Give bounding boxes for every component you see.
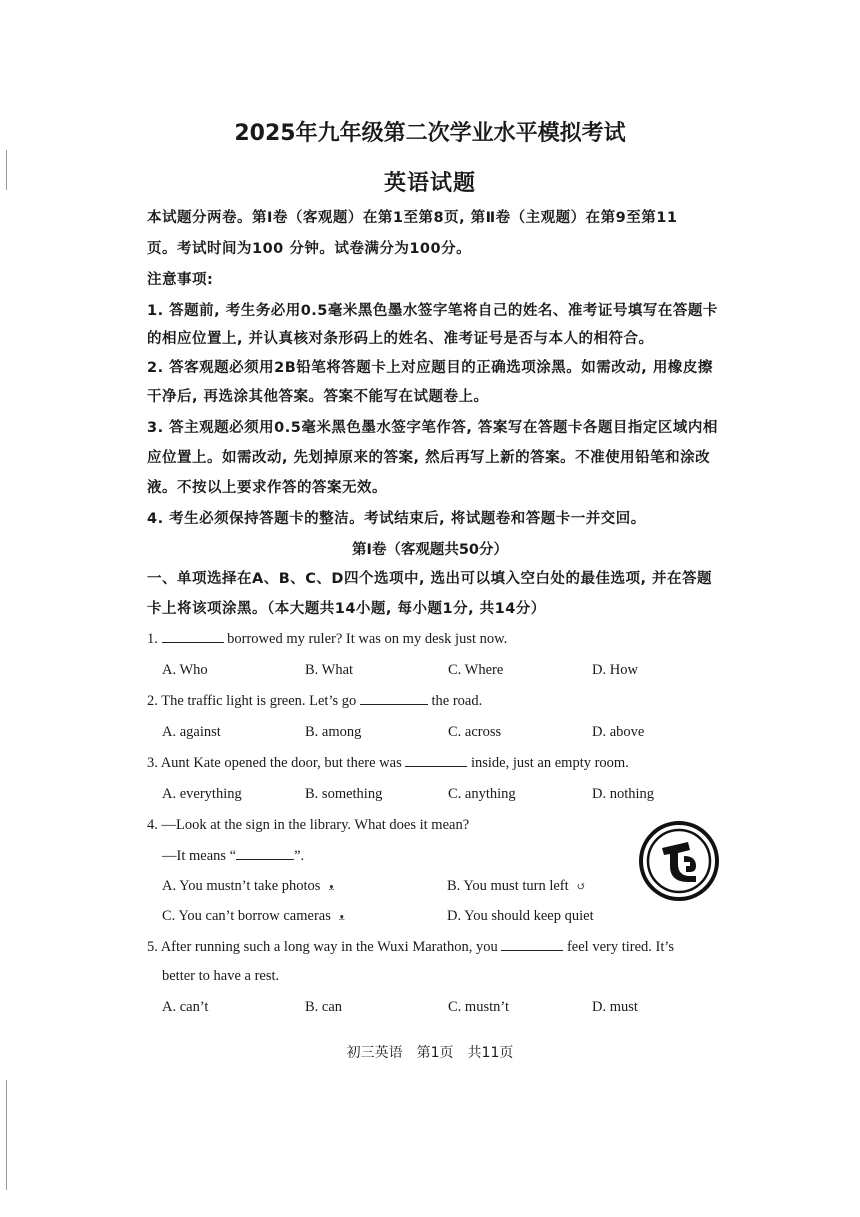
question-text: 5. After running such a long way in the Wuxi Marathon, you	[147, 939, 498, 955]
answer-blank	[162, 630, 224, 643]
scan-edge-mark	[6, 1080, 7, 1190]
note-line: 1. 答题前, 考生务必用0.5毫米黑色墨水签字笔将自己的姓名、准考证号填写在答题卡	[147, 303, 718, 319]
option-b: B. What	[305, 662, 354, 678]
question-4: 4. —Look at the sign in the library. What does it mean?	[147, 817, 470, 833]
note-line: 干净后, 再选涂其他答案。答案不能写在试题卷上。	[147, 389, 489, 405]
option-a: A. Who	[162, 662, 208, 678]
question-text: the road.	[431, 693, 483, 709]
note-line: 2. 答客观题必须用2B铅笔将答题卡上对应题目的正确选项涂黑。如需改动, 用橡皮擦	[147, 360, 713, 376]
option-c: C. anything	[448, 786, 516, 802]
notes-title: 注意事项:	[147, 272, 214, 288]
option-b: B. can	[305, 999, 343, 1015]
option-c	[162, 908, 345, 925]
question-text: 2. The traffic light is green. Let’s go	[147, 693, 357, 709]
option-c: C. across	[448, 724, 502, 740]
question-5	[147, 938, 674, 956]
question-5-line2: better to have a rest.	[162, 968, 280, 984]
note-line: 液。不按以上要求作答的答案无效。	[147, 480, 387, 496]
option-text: A. You mustn’t take photos	[162, 878, 321, 894]
small-turn-icon: ↺	[576, 881, 586, 893]
option-b: B. something	[305, 786, 383, 802]
question-4-line2	[162, 847, 304, 865]
exam-title: 2025年九年级第二次学业水平模拟考试	[234, 121, 626, 146]
exam-subtitle: 英语试题	[383, 171, 476, 196]
question-text: feel very tired. It’s	[566, 939, 675, 955]
option-a: A. everything	[162, 786, 242, 802]
section-instruction: 卡上将该项涂黑。（本大题共14小题, 每小题1分, 共14分）	[147, 601, 546, 617]
question-text: inside, just an empty room.	[470, 755, 629, 771]
section-title: 第Ⅰ卷（客观题共50分）	[351, 542, 509, 558]
option-a: A. against	[162, 724, 221, 740]
question-3	[147, 754, 629, 772]
option-d: D. How	[592, 662, 638, 678]
note-line: 的相应位置上, 并认真核对条形码上的姓名、准考证号是否与本人的相符合。	[147, 331, 654, 347]
question-text: 3. Aunt Kate opened the door, but there was	[147, 755, 402, 771]
option-d: D. nothing	[592, 786, 655, 802]
option-d: D. You should keep quiet	[447, 908, 594, 924]
option-b: B. among	[305, 724, 362, 740]
page-footer: 初三英语 第1页 共11页	[346, 1045, 514, 1061]
small-camera-icon: ᴥ	[338, 911, 345, 923]
option-c: C. Where	[448, 662, 504, 678]
answer-blank	[405, 754, 467, 767]
option-text: C. You can’t borrow cameras	[162, 908, 331, 924]
note-line: 4. 考生必须保持答题卡的整洁。考试结束后, 将试题卷和答题卡一并交回。	[147, 511, 646, 527]
option-text: B. You must turn left	[447, 878, 569, 894]
question-1	[147, 630, 507, 648]
small-camera-icon: ᴥ	[328, 881, 335, 893]
option-d: D. must	[592, 999, 638, 1015]
question-text: borrowed my ruler? It was on my desk just now.	[227, 631, 508, 647]
option-b	[447, 878, 586, 895]
option-c: C. mustn’t	[448, 999, 509, 1015]
intro-line: 页。考试时间为100 分钟。试卷满分为100分。	[147, 241, 472, 257]
question-text: ”.	[294, 848, 305, 864]
option-d: D. above	[592, 724, 645, 740]
answer-blank	[501, 938, 563, 951]
note-line: 应位置上。如需改动, 先划掉原来的答案, 然后再写上新的答案。不准使用铅笔和涂改	[147, 450, 711, 466]
question-2	[147, 692, 482, 710]
intro-line: 本试题分两卷。第Ⅰ卷（客观题）在第1至第8页, 第Ⅱ卷（主观题）在第9至第11	[147, 210, 678, 226]
note-line: 3. 答主观题必须用0.5毫米黑色墨水签字笔作答, 答案写在答题卡各题目指定区域内相	[147, 420, 718, 436]
option-a: A. can’t	[162, 999, 209, 1015]
section-instruction: 一、单项选择在A、B、C、D四个选项中, 选出可以填入空白处的最佳选项, 并在答题	[147, 571, 713, 587]
question-text: 1.	[147, 631, 158, 647]
library-sign-icon	[638, 820, 720, 902]
question-text: —It means “	[162, 848, 237, 864]
answer-blank	[236, 847, 294, 860]
answer-blank	[360, 692, 428, 705]
option-a	[162, 878, 334, 895]
